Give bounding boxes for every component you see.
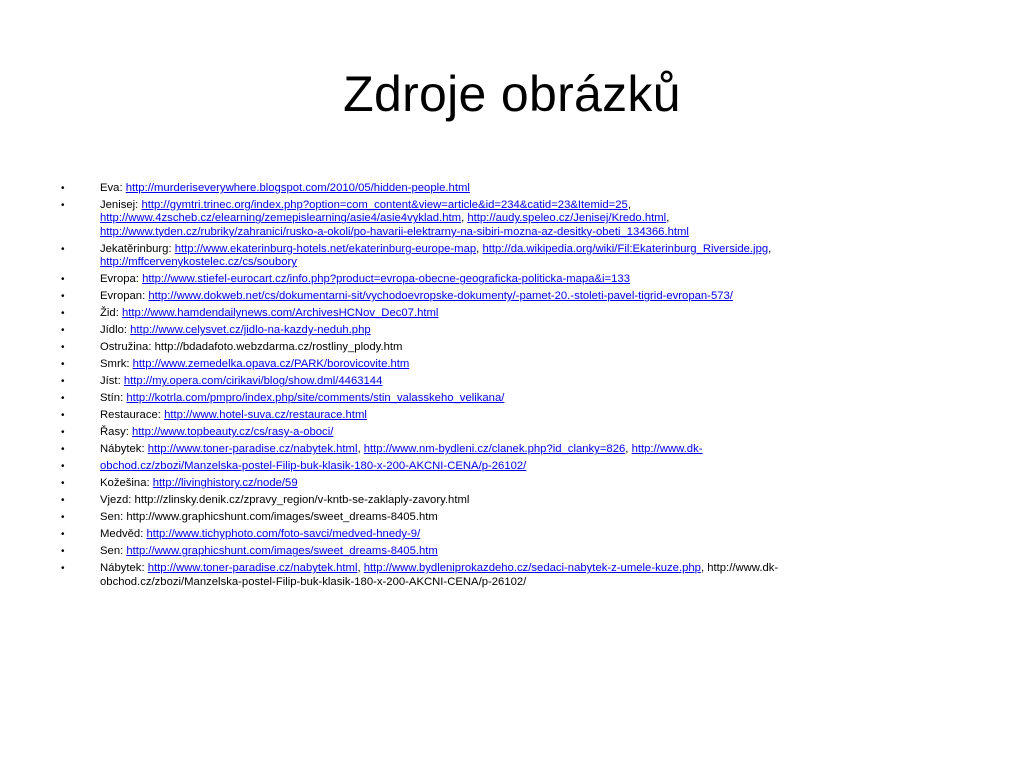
source-text: Sen: http://www.graphicshunt.com/images/sweet_dreams-8405.htm <box>100 511 438 524</box>
bullet-icon: • <box>61 410 65 422</box>
source-link[interactable]: http://gymtri.trinec.org/index.php?option=com_content&view=article&id=234&catid=23&Itemid=25 <box>141 199 628 211</box>
source-text: Jekatěrinburg: <box>100 242 175 255</box>
source-link[interactable]: http://www.hamdendailynews.com/ArchivesHCNov_Dec07.html <box>121 307 439 320</box>
source-link[interactable]: http://murderiseverywhere.blogspot.com/2010/05/hidden-people.html <box>125 182 470 194</box>
source-text: Kožešina: <box>100 477 153 490</box>
source-link[interactable]: http://da.wikipedia.org/wiki/Fil:Ekaterinburg_Riverside.jpg <box>482 242 769 255</box>
bullet-icon: • <box>61 325 65 337</box>
source-link[interactable]: http://www.bydleniprokazdeho.cz/sedaci-nabytek-z-umele-kuze.php <box>363 562 701 575</box>
source-text: , <box>627 199 631 211</box>
source-text: Jenisej: <box>100 199 142 211</box>
bullet-icon: • <box>61 243 65 255</box>
source-link[interactable]: http://www.nm-bydleni.cz/clanek.php?id_clanky=826 <box>363 443 626 456</box>
bullet-icon: • <box>61 512 65 524</box>
source-text: Restaurace: <box>100 409 165 422</box>
source-link[interactable]: http://www.graphicshunt.com/images/sweet_dreams-8405.htm <box>126 545 438 558</box>
source-text: Jídlo: <box>100 324 131 337</box>
bullet-icon: • <box>61 478 65 490</box>
list-item <box>0 545 940 558</box>
bullet-icon: • <box>61 342 65 354</box>
source-text: , <box>625 443 632 456</box>
source-text: Stín: <box>100 392 127 405</box>
source-link[interactable]: http://www.dk- <box>631 443 703 456</box>
source-text: Evropan: <box>100 290 149 303</box>
bullet-icon: • <box>61 393 65 405</box>
source-text: Sen: <box>100 545 127 558</box>
source-text: Žid: <box>100 307 122 320</box>
bullet-icon: • <box>61 359 65 371</box>
list-item <box>0 460 940 473</box>
list-item <box>0 511 940 524</box>
list-item <box>0 307 940 320</box>
bullet-icon: • <box>61 444 65 456</box>
list-item <box>0 528 940 541</box>
source-link[interactable]: http://livinghistory.cz/node/59 <box>152 477 298 490</box>
source-link[interactable]: http://www.ekaterinburg-hotels.net/ekaterinburg-europe-map <box>174 242 477 255</box>
bullet-icon: • <box>61 183 65 194</box>
source-text: , <box>357 562 364 575</box>
source-link[interactable]: http://www.toner-paradise.cz/nabytek.html <box>147 443 358 456</box>
source-link[interactable]: http://www.zemedelka.opava.cz/PARK/borovicovite.htm <box>132 358 410 371</box>
list-item <box>0 273 940 286</box>
source-text: Jíst: <box>100 375 124 388</box>
list-item <box>0 324 940 337</box>
source-text: , <box>666 212 670 225</box>
bullet-icon: • <box>61 308 65 320</box>
source-text: , http://www.dk- <box>700 562 779 575</box>
source-text: Nábytek: <box>100 443 148 456</box>
source-link[interactable]: http://www.hotel-suva.cz/restaurace.html <box>164 409 367 422</box>
bullet-icon: • <box>61 546 65 558</box>
source-text: Ostružina: http://bdadafoto.webzdarma.cz/rostliny_plody.htm <box>100 341 403 354</box>
source-link[interactable]: http://mffcervenykostelec.cz/cs/soubory <box>100 256 297 269</box>
list-item <box>0 182 940 195</box>
source-text: , <box>768 242 772 255</box>
slide-title: Zdroje obrázků <box>343 66 681 122</box>
list-item <box>0 290 940 303</box>
source-text: obchod.cz/zbozi/Manzelska-postel-Filip-buk-klasik-180-x-200-AKCNI-CENA/p-26102/ <box>100 575 527 588</box>
bullet-icon: • <box>61 291 65 303</box>
source-link[interactable]: http://audy.speleo.cz/Jenisej/Kredo.html <box>467 212 667 225</box>
bullet-icon: • <box>61 563 65 575</box>
list-item <box>0 358 940 371</box>
bullet-icon: • <box>61 427 65 439</box>
source-link[interactable]: http://kotrla.com/pmpro/index.php/site/comments/stin_valasskeho_velikana/ <box>126 392 505 405</box>
list-item <box>0 409 940 422</box>
image-sources-list <box>0 182 940 593</box>
list-item <box>0 494 940 507</box>
source-link[interactable]: http://www.4zscheb.cz/elearning/zemepislearning/asie4/asie4vyklad.htm <box>100 212 462 225</box>
source-text: Nábytek: <box>100 562 148 575</box>
bullet-icon: • <box>61 529 65 541</box>
source-link[interactable]: http://www.stiefel-eurocart.cz/info.php?product=evropa-obecne-geograficka-politicka-mapa&i=133 <box>142 273 630 286</box>
list-item <box>0 426 940 439</box>
source-link[interactable]: http://www.tyden.cz/rubriky/zahranici/rusko-a-okoli/po-havarii-elektrarny-na-sibiri-mozna-az-desitky-obeti_134366.html <box>100 225 689 238</box>
list-item <box>0 243 940 270</box>
source-text: Řasy: <box>100 426 133 439</box>
bullet-icon: • <box>61 461 65 473</box>
source-link[interactable]: http://www.tichyphoto.com/foto-savci/medved-hnedy-9/ <box>146 528 421 541</box>
source-text: Smrk: <box>100 358 133 371</box>
list-item <box>0 392 940 405</box>
source-link[interactable]: http://www.dokweb.net/cs/dokumentarni-sit/vychodoevropske-dokumenty/-pamet-20.-stoleti-pavel-tigrid-evropan-573/ <box>148 290 733 303</box>
bullet-icon: • <box>61 200 65 211</box>
source-link[interactable]: http://my.opera.com/cirikavi/blog/show.dml/4463144 <box>123 375 383 388</box>
bullet-icon: • <box>61 376 65 388</box>
source-text: Medvěd: <box>100 528 147 541</box>
source-link[interactable]: http://www.celysvet.cz/jidlo-na-kazdy-neduh.php <box>130 324 371 337</box>
source-link[interactable]: obchod.cz/zbozi/Manzelska-postel-Filip-buk-klasik-180-x-200-AKCNI-CENA/p-26102/ <box>100 460 527 473</box>
list-item <box>0 199 940 239</box>
source-text: , <box>357 443 364 456</box>
bullet-icon: • <box>61 495 65 507</box>
list-item <box>0 562 940 589</box>
source-text: Evropa: <box>100 273 143 286</box>
source-text: Vjezd: http://zlinsky.denik.cz/zpravy_region/v-kntb-se-zaklaply-zavory.html <box>100 494 470 507</box>
source-link[interactable]: http://www.toner-paradise.cz/nabytek.html <box>147 562 358 575</box>
list-item <box>0 477 940 490</box>
source-text: Eva: <box>100 182 126 194</box>
list-item <box>0 375 940 388</box>
bullet-icon: • <box>61 274 65 286</box>
list-item <box>0 443 940 456</box>
list-item <box>0 341 940 354</box>
source-text: , <box>476 242 483 255</box>
source-text: , <box>461 212 468 225</box>
source-link[interactable]: http://www.topbeauty.cz/cs/rasy-a-oboci/ <box>132 426 334 439</box>
